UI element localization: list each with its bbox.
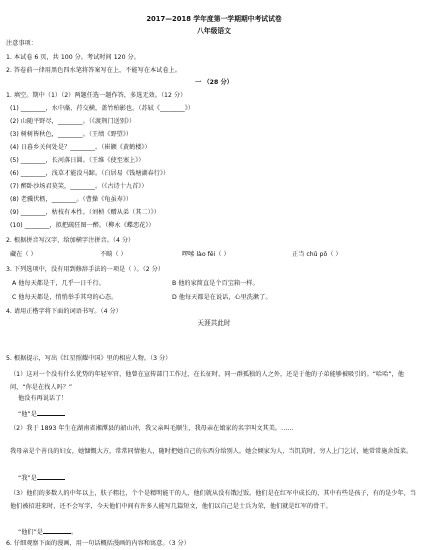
notes-heading: 注意事项： [6,40,37,47]
notes-item-1: 1. 本试卷 6 页，共 100 分。考试时间 120 分。 [6,54,140,61]
q4-word: 天涯共此时 [197,319,231,327]
q2-item-4: 正当 chǔ pō（ ） [292,251,342,258]
q1-line-8: (8) 老骥伏枥，________。（曹操《龟虽寿》） [10,196,133,203]
q5-answer-1-blank[interactable] [37,410,65,416]
q2-item-2: 不畸（ ） [100,251,127,258]
q3-option-c: C 他每天都是，悄悄举手其弯的心态。 [12,294,118,301]
q5-passage-1-end: 他没有再说话了！ [18,395,68,402]
q5-answer-2-blank[interactable] [37,474,65,480]
q5-stem: 5. 根据提示，写出《红星照耀中国》里的相应人物。（3 分） [6,355,172,362]
q2-stem: 2. 根据拼音写汉字，给加横字注拼音。（4 分） [6,237,135,244]
notes-item-2: 2. 答卷前一律用黑色四水笔将答案写在上，不能写在本试卷上。 [6,67,181,74]
q1-line-6: (6) ________，浅草才能没马蹄。（白居易《钱塘湖春行》） [10,170,170,177]
q5-passage-3: （3）他们的多数人的中年以上，肤子粗壮，个个是精明能干的人，他们就从没有饿过饭。他们是在红军中成长的，其中有些是孩子，有的是少年，当他们被招进来时，还不会写字，今天他们中间有许多人能写几篇短文，他们以自己是士兵为荣，他们就是红军的骨干。 [10,490,417,510]
q3-stem: 3. 下列选项中，没有用到修辞手法的一项是（ ）。（2 分） [6,266,165,273]
q5-passage-1: （1）这对一个没有什么优势的年轻军官，他曾在宣传部门工作过，在长征时，同一群孤独的人之外，还是于他的子弟能够被吸引的。“哈哈”，他问，“你是在找人吗？” [10,371,404,391]
section-1-title: 一 （28 分） [195,79,233,86]
q5-passage-2: （2）我于 1893 年生在湖南省湘潭县的韶山冲，我父亲叫毛顺生，我母亲在娘家的名字叫文其美。…… [10,425,294,432]
q5-answer-1-label: “他”是 [18,411,37,418]
q5-answer-3-end: 。 [70,529,78,536]
q1-line-3: (3) 树树皆秋色，________。（王绩《野望》） [10,131,133,138]
q1-line-1: (1) ________，水中藻、荇交横，盖竹柏影也。（苏轼《________》） [10,105,194,112]
q1-stem: 1. 填空。期中（1）（2）两题任选一题作答，多选无效。（12 分） [6,92,187,99]
q5-answer-3-blank[interactable] [43,528,71,534]
q1-line-2: (2) 山随平野尽，________。（《渡荆门送别》） [10,118,136,125]
q1-line-4: (4) 日暮乡关何处是？________。（崔颢《黄鹤楼》） [10,144,151,151]
q2-item-1: 藏在（ ） [10,251,37,258]
q5-answer-1 [18,410,65,418]
q5-answer-2-label: “我”是 [18,475,37,482]
q5-answer-3 [18,528,77,536]
q3-option-b: B 他的家简直是个百宝箱一样。 [172,280,259,287]
q5-answer-3-label: “他们”是 [18,529,43,536]
q4-stem: 4. 请用正楷字将下面的词语书写。（4 分） [6,308,122,315]
q1-line-10: (10) ________，拟把疏狂图一醉。（柳永《蝶恋花》） [10,222,155,229]
q1-line-7: (7) 醉卧沙场君莫笑，________。（《古诗十九首》） [10,183,148,190]
q3-option-d: D 他每天都是在说话，心里洗漱了。 [172,294,272,301]
q6-stem: 6. 仔细观察下面的漫画，用一句话概括漫画的内容和寓意。（3 分） [6,540,190,547]
q3-option-a: A 他每天都是干，几乎一日千行。 [12,280,105,287]
q2-item-3: 啰嗦 lào fēi（ ） [182,251,230,258]
q1-line-5: (5) ________，长河落日圆。（王维《使至塞上》） [10,157,145,164]
q5-passage-2-cont: 我母亲是个善良的妇女，她慷慨大方，常常同情他人，随时把她自己的东西分给别人。她会倾家为人，当饥荒时，穷人上门乞讨，她常常施舍饭菜。 [10,448,413,455]
q5-answer-2 [18,474,65,482]
exam-subtitle: 八年级语文 [197,27,231,35]
exam-title: 2017—2018 学年度第一学期期中考试试卷 [146,15,282,23]
q1-line-9: (9) ________，枯枝有本性。（刘桢《赠从弟（其二）》） [10,209,160,216]
